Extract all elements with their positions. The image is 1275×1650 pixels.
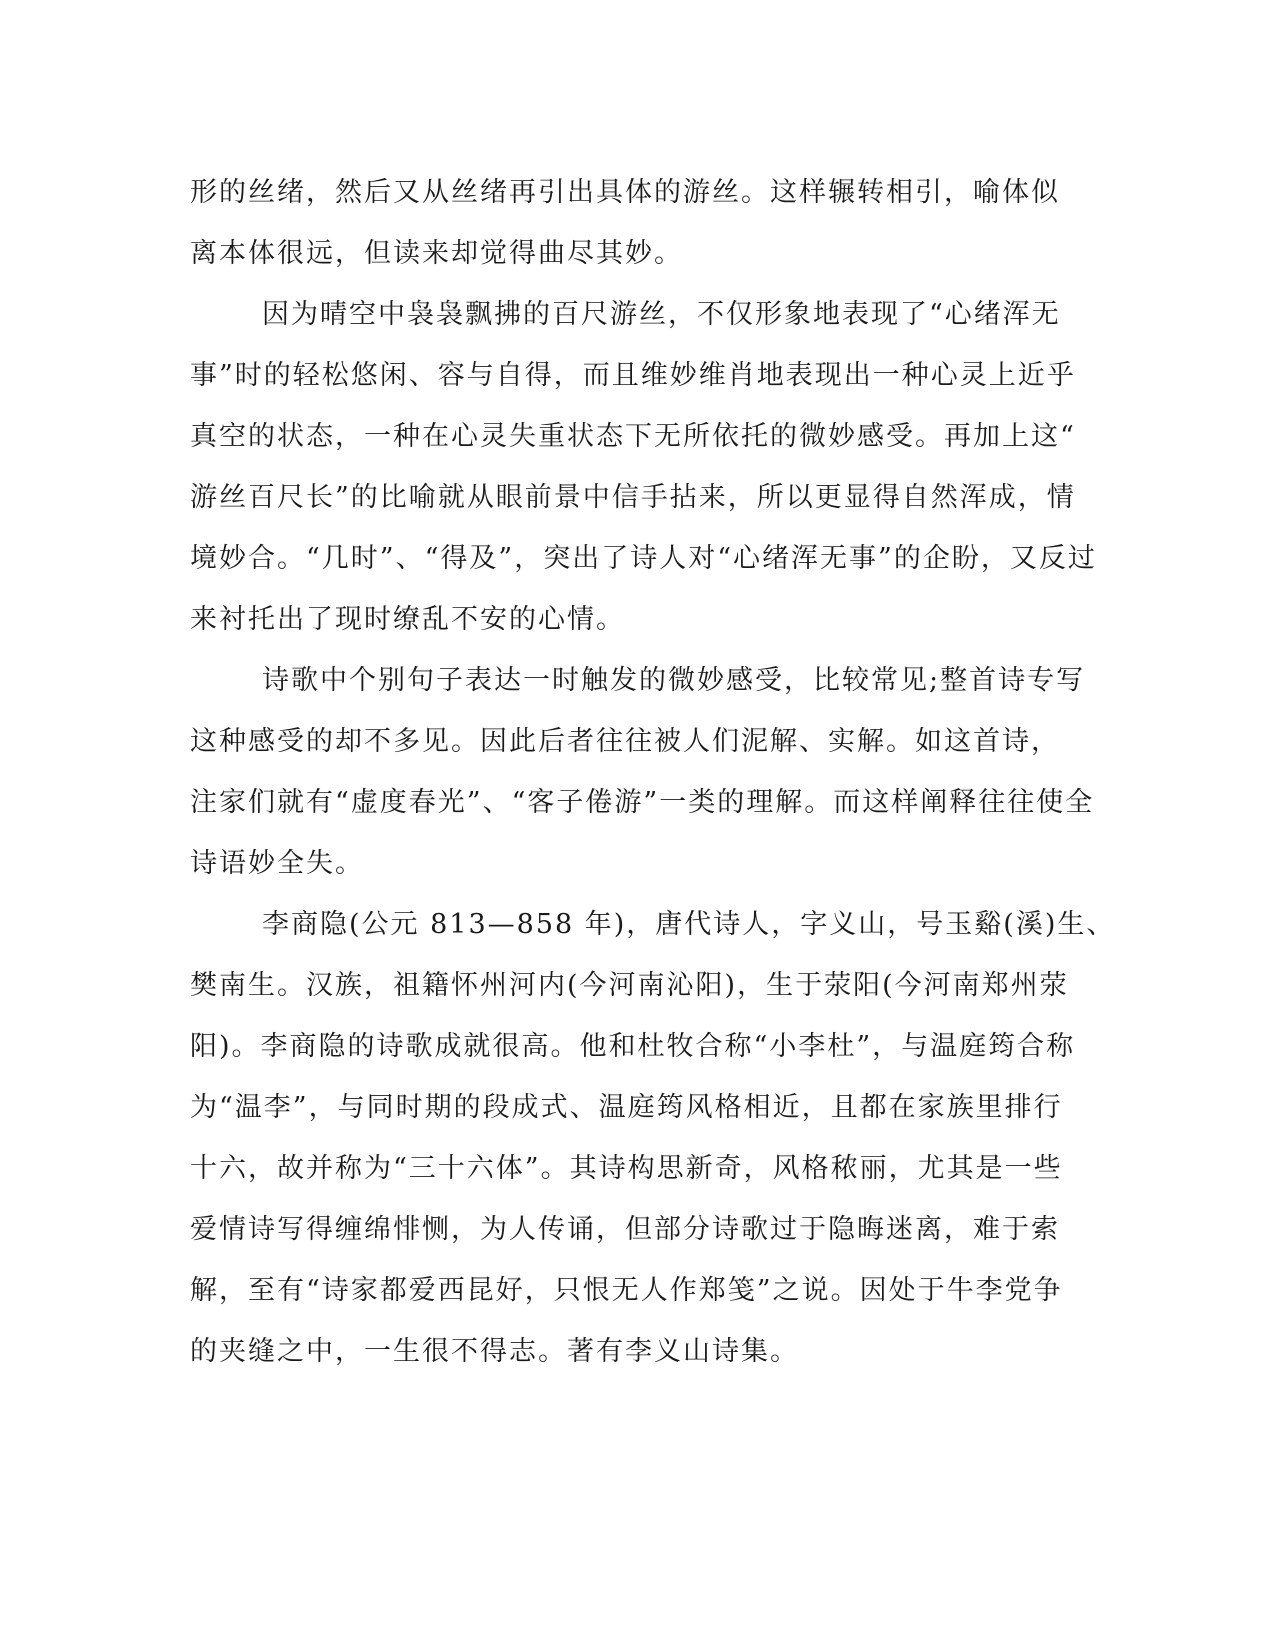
text-line: 注家们就有“虚度春光”、“客子倦游”一类的理解。而这样阐释往往使全: [190, 787, 1095, 818]
text-line: 离本体很远，但读来却觉得曲尽其妙。: [190, 238, 683, 269]
text-line: 为“温李”，与同时期的段成式、温庭筠风格相近，且都在家族里排行: [190, 1092, 1063, 1123]
text-line: 诗歌中个别句子表达一时触发的微妙感受，比较常见;整首诗专写: [262, 665, 1086, 696]
paragraph-1: [190, 162, 1090, 284]
paragraph-2: [190, 284, 1097, 650]
body-text: [190, 162, 1116, 1382]
text-line: 阳)。李商隐的诗歌成就很高。他和杜牧合称“小李杜”，与温庭筠合称: [190, 1031, 1076, 1062]
text-line: 真空的状态，一种在心灵失重状态下无所依托的微妙感受。再加上这“: [190, 421, 1076, 452]
text-line: 事”时的轻松悠闲、容与自得，而且维妙维肖地表现出一种心灵上近乎: [190, 360, 1076, 391]
text-line: 李商隐(公元 813—858 年)，唐代诗人，字义山，号玉谿(溪)生、: [262, 909, 1116, 940]
text-line: 的夹缝之中，一生很不得志。著有李义山诗集。: [190, 1336, 799, 1367]
text-line: 解，至有“诗家都爱西昆好，只恨无人作郑笺”之说。因处于牛李党争: [190, 1275, 1063, 1306]
text-line: 爱情诗写得缠绵悱恻，为人传诵，但部分诗歌过于隐晦迷离，难于索: [190, 1214, 1060, 1245]
text-line: 形的丝绪，然后又从丝绪再引出具体的游丝。这样辗转相引，喻体似: [190, 177, 1060, 208]
paragraph-4: [190, 894, 1116, 1382]
text-line: 这种感受的却不多见。因此后者往往被人们泥解、实解。如这首诗，: [190, 726, 1060, 757]
paragraph-3: [190, 650, 1095, 894]
text-line: 游丝百尺长”的比喻就从眼前景中信手拈来，所以更显得自然浑成，情: [190, 482, 1076, 513]
text-line: 诗语妙全失。: [190, 848, 364, 879]
text-line: 来衬托出了现时缭乱不安的心情。: [190, 604, 625, 635]
text-line: 樊南生。汉族，祖籍怀州河内(今河南沁阳)，生于荥阳(今河南郑州荥: [190, 970, 1069, 1001]
text-line: 因为晴空中袅袅飘拂的百尺游丝，不仅形象地表现了“心绪浑无: [262, 299, 1061, 330]
text-line: 境妙合。“几时”、“得及”，突出了诗人对“心绪浑无事”的企盼，又反过: [190, 543, 1097, 574]
text-line: 十六，故并称为“三十六体”。其诗构思新奇，风格秾丽，尤其是一些: [190, 1153, 1063, 1184]
